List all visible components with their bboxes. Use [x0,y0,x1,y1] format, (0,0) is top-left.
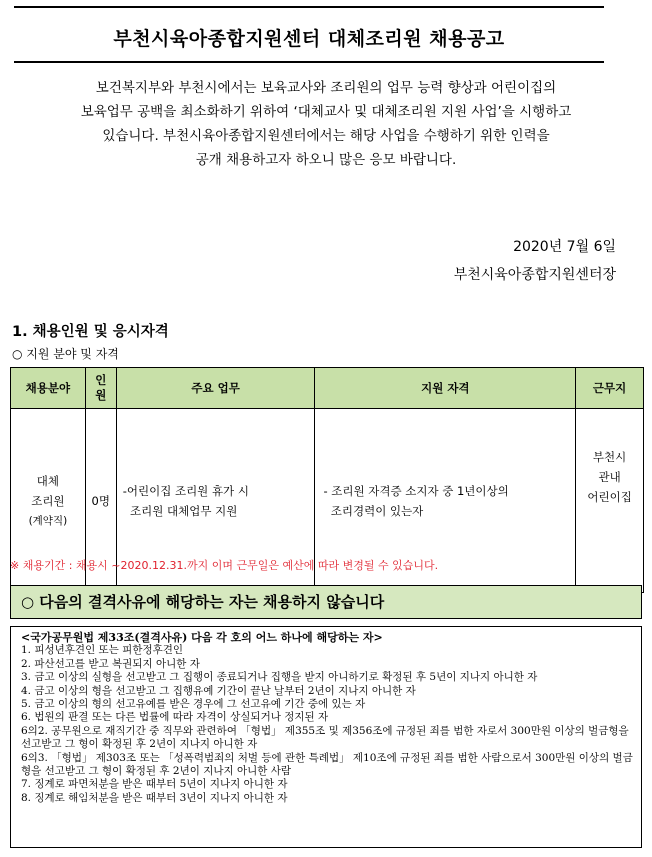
list-item: 5. 금고 이상의 형의 선고유예를 받은 경우에 그 선고유예 기간 중에 있는 자 [21,698,366,711]
employment-period-note: ※ 채용기간 : 채용시 ~2020.12.31.까지 이며 근무일은 예산에 따라 변경될 수 있습니다. [10,559,439,572]
cell-duty: -어린이집 조리원 휴가 시 조리원 대체업무 지원 [116,409,315,593]
disqualification-list [10,626,642,848]
cell-count: 0명 [85,409,116,593]
cell-qualification: - 조리원 자격증 소지자 중 1년이상의 조리경력이 있는자 [315,409,576,593]
announcement-date: 2020년 7월 6일 [513,239,616,255]
cell-field: 대체 조리원 (계약직) [11,409,86,593]
cell-workplace: 부천시 관내 어린이집 [576,409,644,593]
list-item: 4. 금고 이상의 형을 선고받고 그 집행유예 기간이 끝난 날부터 2년이 지나지 아니한 자 [21,684,416,697]
list-item: 1. 피성년후견인 또는 피한정후견인 [21,644,184,657]
header-count: 인원 [85,368,116,409]
disqualification-banner: ○ 다음의 결격사유에 해당하는 자는 채용하지 않습니다 [10,585,642,619]
intro-paragraph [40,76,612,172]
intro-line: 있습니다. 부천시육아종합지원센터에서는 해당 사업을 수행하기 위한 인력을 [102,128,550,144]
page-title: 부천시육아종합지원센터 대체조리원 채용공고 [113,28,505,50]
list-item: 6의3. 「형법」 제303조 또는 「성폭력범죄의 처벌 등에 관한 특례법」 제10조에 규정된 죄를 범한 사람으로서 300만원 이상의 벌금형을 선고받고 그 형이 확정된 후 2년이 지나지 아니한 사람 [21,751,633,778]
list-item: 7. 징계로 파면처분을 받은 때부터 5년이 지나지 아니한 자 [21,778,288,791]
header-workplace: 근무지 [576,368,644,409]
section-subheading: ○ 지원 분야 및 자격 [12,347,119,361]
list-item: 8. 징계로 해임처분을 받은 때부터 3년이 지나지 아니한 자 [21,791,288,804]
title-rule [14,61,604,63]
top-rule [14,6,604,8]
issuer-name: 부천시육아종합지원센터장 [453,267,616,283]
list-item: 6. 법원의 판결 또는 다른 법률에 따라 자격이 상실되거나 정지된 자 [21,711,329,724]
intro-line: 보육업무 공백을 최소화하기 위하여 ‘대체교사 및 대체조리원 지원 사업’을 시행하고 [80,104,572,120]
header-field: 채용분야 [11,368,86,409]
law-heading: <국가공무원법 제33조(결격사유) 다음 각 호의 어느 하나에 해당하는 자> [21,631,383,644]
table-header-row [11,368,644,409]
list-item: 2. 파산선고를 받고 복권되지 아니한 자 [21,657,200,670]
list-item: 6의2. 공무원으로 재직기간 중 직무와 관련하여 「형법」 제355조 및 제356조에 규정된 죄를 범한 자로서 300만원 이상의 벌금형을 선고받고 그 형이 확정된 후 2년이 지나지 아니한 자 [21,724,629,751]
header-duty: 주요 업무 [116,368,315,409]
section-heading: 1. 채용인원 및 응시자격 [12,324,169,340]
intro-line: 보건복지부와 부천시에서는 보육교사와 조리원의 업무 능력 향상과 어린이집의 [95,80,557,96]
header-qualification: 지원 자격 [315,368,576,409]
intro-line: 공개 채용하고자 하오니 많은 응모 바랍니다. [195,152,457,168]
list-item: 3. 금고 이상의 실형을 선고받고 그 집행이 종료되거나 집행을 받지 아니하기로 확정된 후 5년이 지나지 아니한 자 [21,671,538,684]
